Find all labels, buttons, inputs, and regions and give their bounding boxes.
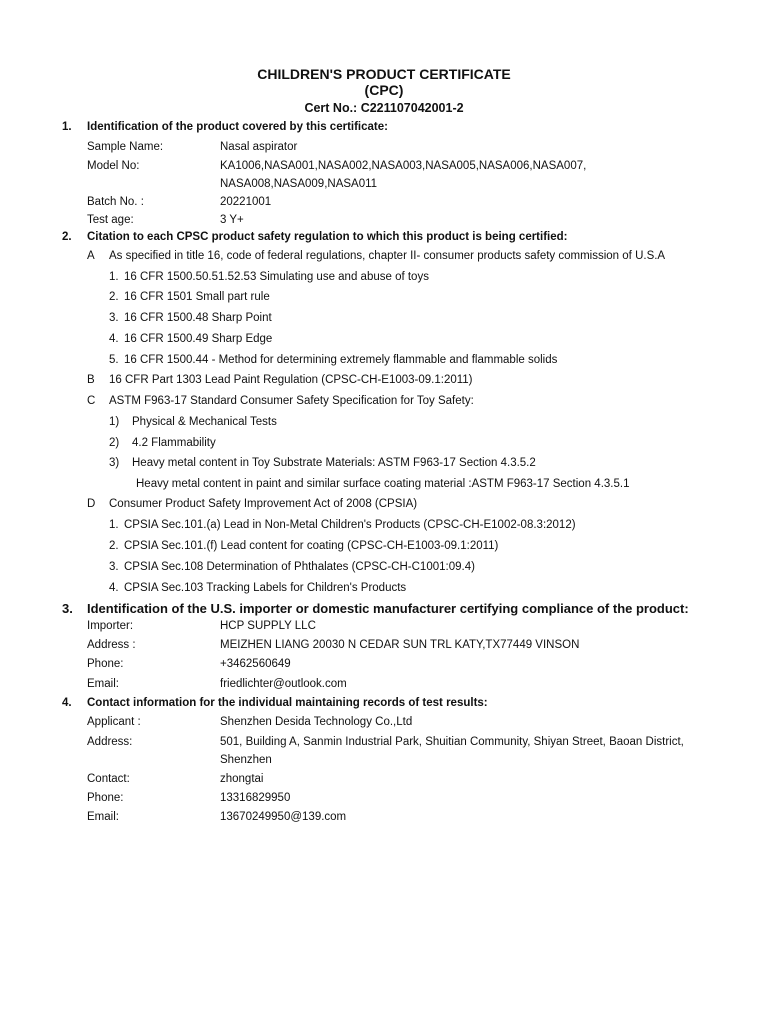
clause-a-letter: A (87, 250, 95, 262)
clause-a-text: As specified in title 16, code of federal regulations, chapter II- consumer products safety commission of U.S.A (109, 250, 666, 262)
model-no-value-continued: NASA008,NASA009,NASA011 (220, 178, 378, 190)
importer-phone-label: Phone: (87, 658, 124, 670)
applicant-address-value-continued: Shenzhen (220, 754, 272, 766)
importer-address-value: MEIZHEN LIANG 20030 N CEDAR SUN TRL KATY,TX77449 VINSON (220, 639, 580, 651)
section-2-number: 2. (62, 231, 72, 243)
list-item: 4.2 Flammability (132, 437, 216, 449)
list-item-number: 2. (109, 291, 119, 303)
applicant-phone-value: 13316829950 (220, 792, 291, 804)
list-item-number: 1. (109, 519, 119, 531)
applicant-phone-label: Phone: (87, 792, 124, 804)
list-item: CPSIA Sec.101.(a) Lead in Non-Metal Children's Products (CPSC-CH-E1002-08.3:2012) (124, 519, 576, 531)
section-4-title: Contact information for the individual maintaining records of test results: (87, 697, 488, 709)
section-4-number: 4. (62, 697, 72, 709)
contact-label: Contact: (87, 773, 130, 785)
section-3-number: 3. (62, 601, 73, 616)
applicant-email-label: Email: (87, 811, 119, 823)
list-item-number: 2) (109, 437, 120, 449)
list-item-number: 3. (109, 312, 119, 324)
importer-email-value: friedlichter@outlook.com (220, 678, 347, 690)
sample-name-label: Sample Name: (87, 141, 164, 153)
list-item-number: 5. (109, 354, 119, 366)
clause-d-text: Consumer Product Safety Improvement Act of 2008 (CPSIA) (109, 498, 418, 510)
list-item: Physical & Mechanical Tests (132, 416, 277, 428)
test-age-label: Test age: (87, 214, 134, 226)
list-item: Heavy metal content in Toy Substrate Materials: ASTM F963-17 Section 4.3.5.2 (132, 457, 536, 469)
batch-no-label: Batch No. : (87, 196, 144, 208)
test-age-value: 3 Y+ (220, 214, 244, 226)
importer-email-label: Email: (87, 678, 119, 690)
clause-b-letter: B (87, 374, 95, 386)
section-2-title: Citation to each CPSC product safety regulation to which this product is being certified: (87, 231, 568, 243)
applicant-value: Shenzhen Desida Technology Co.,Ltd (220, 716, 413, 728)
sample-name-value: Nasal aspirator (220, 141, 298, 153)
clause-c-extra: Heavy metal content in paint and similar surface coating material :ASTM F963-17 Section 4.3.5.1 (136, 478, 630, 490)
clause-c-text: ASTM F963-17 Standard Consumer Safety Specification for Toy Safety: (109, 395, 474, 407)
list-item-number: 2. (109, 540, 119, 552)
list-item-number: 1) (109, 416, 120, 428)
list-item: 16 CFR 1501 Small part rule (124, 291, 270, 303)
list-item: CPSIA Sec.103 Tracking Labels for Children's Products (124, 582, 407, 594)
applicant-email-value: 13670249950@139.com (220, 811, 347, 823)
list-item: 16 CFR 1500.48 Sharp Point (124, 312, 272, 324)
importer-value: HCP SUPPLY LLC (220, 620, 316, 632)
list-item-number: 3. (109, 561, 119, 573)
list-item: 16 CFR 1500.49 Sharp Edge (124, 333, 273, 345)
importer-address-label: Address : (87, 639, 136, 651)
importer-phone-value: +3462560649 (220, 658, 291, 670)
batch-no-value: 20221001 (220, 196, 272, 208)
list-item-number: 1. (109, 271, 119, 283)
list-item-number: 4. (109, 333, 119, 345)
applicant-address-label: Address: (87, 736, 133, 748)
certificate-subtitle: (CPC) (364, 82, 404, 98)
list-item: 16 CFR 1500.50.51.52.53 Simulating use and abuse of toys (124, 271, 429, 283)
list-item-number: 4. (109, 582, 119, 594)
applicant-label: Applicant : (87, 716, 141, 728)
list-item: CPSIA Sec.108 Determination of Phthalates (CPSC-CH-C1001:09.4) (124, 561, 475, 573)
clause-d-letter: D (87, 498, 96, 510)
list-item: CPSIA Sec.101.(f) Lead content for coating (CPSC-CH-E1003-09.1:2011) (124, 540, 499, 552)
section-1-title: Identification of the product covered by this certificate: (87, 121, 388, 133)
certificate-title: CHILDREN'S PRODUCT CERTIFICATE (257, 66, 511, 82)
list-item-number: 3) (109, 457, 120, 469)
cert-number: Cert No.: C221107042001-2 (304, 101, 464, 115)
contact-value: zhongtai (220, 773, 264, 785)
section-1-number: 1. (62, 121, 72, 133)
importer-label: Importer: (87, 620, 134, 632)
model-no-value: KA1006,NASA001,NASA002,NASA003,NASA005,NASA006,NASA007, (220, 160, 587, 172)
applicant-address-value: 501, Building A, Sanmin Industrial Park, Shuitian Community, Shiyan Street, Baoan District, (220, 736, 684, 748)
section-3-title: Identification of the U.S. importer or domestic manufacturer certifying compliance of the product: (87, 601, 689, 616)
clause-c-letter: C (87, 395, 96, 407)
clause-b-text: 16 CFR Part 1303 Lead Paint Regulation (CPSC-CH-E1003-09.1:2011) (109, 374, 473, 386)
model-no-label: Model No: (87, 160, 140, 172)
list-item: 16 CFR 1500.44 - Method for determining extremely flammable and flammable solids (124, 354, 558, 366)
